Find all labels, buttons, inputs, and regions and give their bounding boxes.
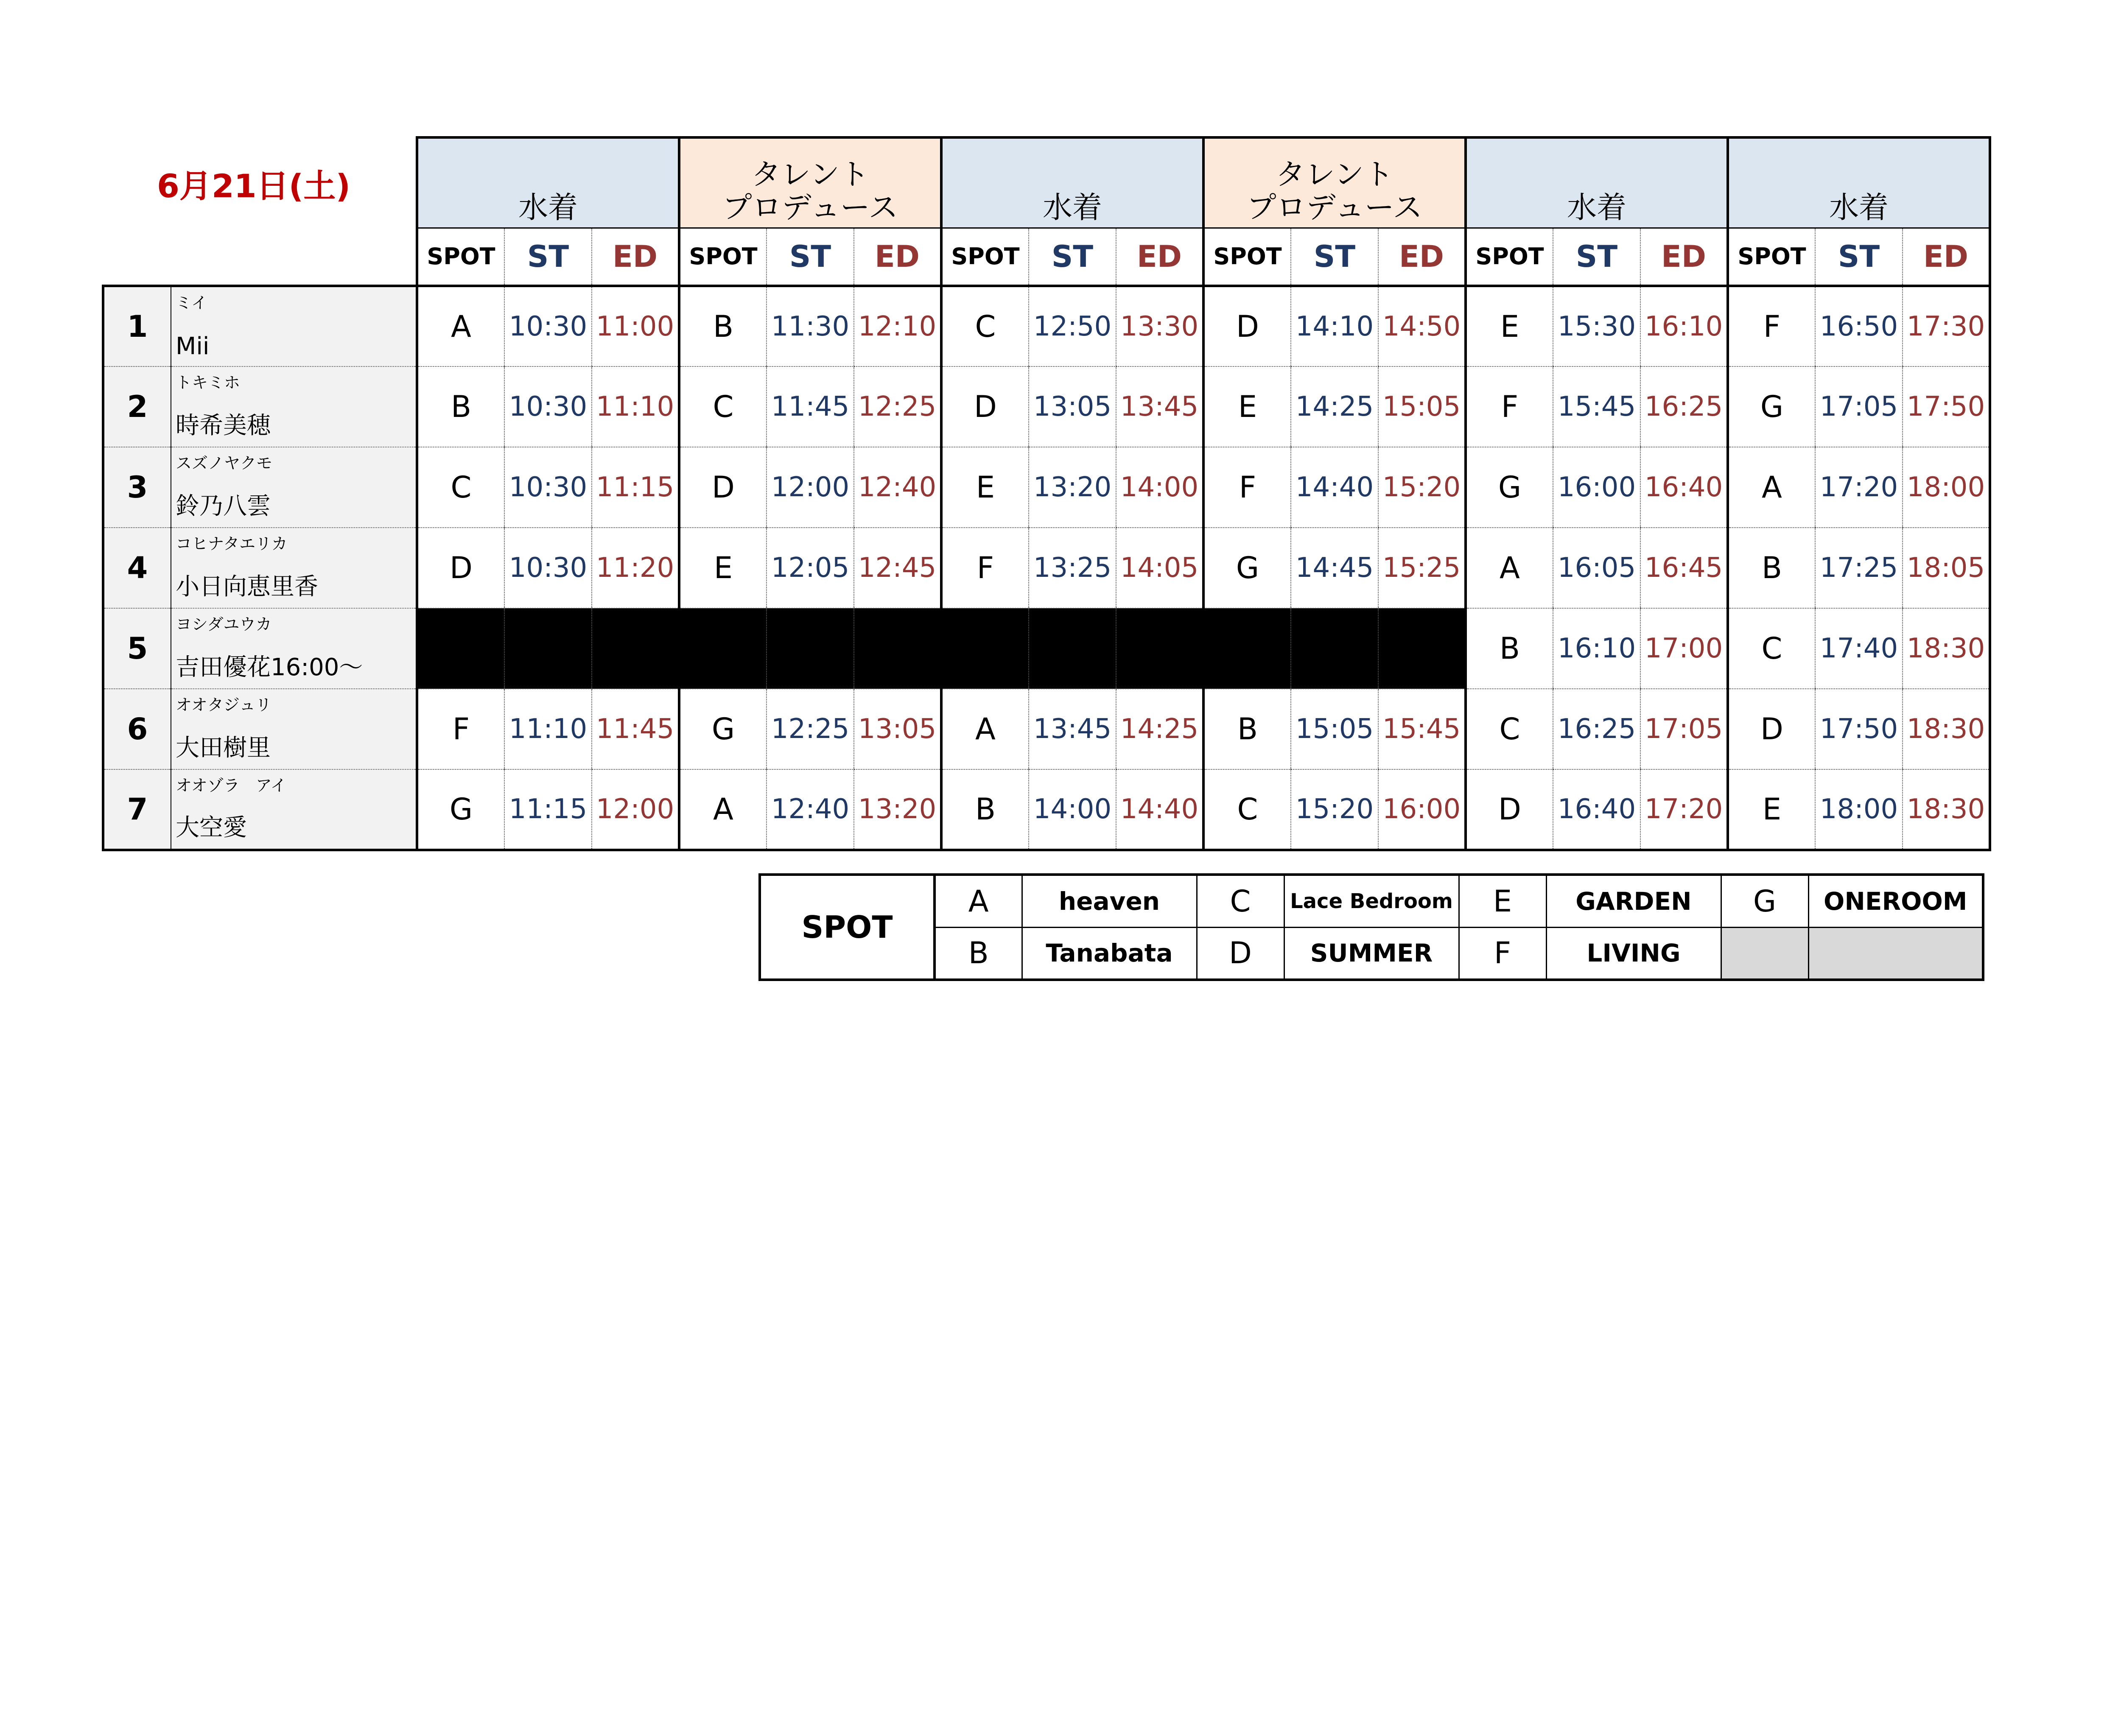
category-header: 水着 bbox=[1728, 137, 1990, 228]
session-st: 12:50 bbox=[1029, 286, 1116, 366]
session-st: 15:45 bbox=[1553, 366, 1640, 447]
session-spot: G bbox=[1728, 366, 1815, 447]
session-st: 15:20 bbox=[1291, 769, 1378, 850]
performer-name-cell bbox=[171, 286, 417, 366]
session-spot: D bbox=[679, 447, 767, 528]
column-header-ed: ED bbox=[592, 228, 679, 286]
legend-spot-name: SUMMER bbox=[1284, 927, 1459, 980]
session-ed: 11:10 bbox=[592, 366, 679, 447]
session-spot: C bbox=[1728, 608, 1815, 689]
session-st: 12:25 bbox=[767, 689, 854, 769]
session-spot: G bbox=[679, 689, 767, 769]
session-ed: 14:50 bbox=[1378, 286, 1466, 366]
column-header-spot: SPOT bbox=[417, 228, 504, 286]
performer-name-cell bbox=[171, 608, 417, 689]
session-st: 17:40 bbox=[1815, 608, 1903, 689]
session-spot: C bbox=[679, 366, 767, 447]
session-ed: 15:45 bbox=[1378, 689, 1466, 769]
session-spot: G bbox=[417, 769, 504, 850]
performer-kana: トキミホ bbox=[176, 373, 241, 392]
session-spot: B bbox=[1203, 689, 1291, 769]
session-spot: F bbox=[941, 528, 1029, 608]
session-st: 16:50 bbox=[1815, 286, 1903, 366]
session-st: 17:20 bbox=[1815, 447, 1903, 528]
legend-spot-name: Lace Bedroom bbox=[1284, 875, 1459, 927]
unavailable-cell bbox=[767, 608, 854, 689]
session-st: 10:30 bbox=[504, 366, 592, 447]
session-spot: F bbox=[417, 689, 504, 769]
session-ed: 14:00 bbox=[1116, 447, 1203, 528]
session-spot: D bbox=[417, 528, 504, 608]
session-st: 11:10 bbox=[504, 689, 592, 769]
session-spot: D bbox=[1203, 286, 1291, 366]
column-header-spot: SPOT bbox=[941, 228, 1029, 286]
performer-name-cell bbox=[171, 528, 417, 608]
unavailable-cell bbox=[504, 608, 592, 689]
performer-name: 時希美穂 bbox=[176, 412, 271, 439]
session-spot: B bbox=[679, 286, 767, 366]
row-number: 7 bbox=[103, 769, 171, 850]
session-spot: F bbox=[1203, 447, 1291, 528]
unavailable-cell bbox=[679, 608, 767, 689]
legend-spot-letter: C bbox=[1197, 875, 1284, 927]
row-number: 1 bbox=[103, 286, 171, 366]
table-row bbox=[103, 689, 1990, 769]
unavailable-cell bbox=[1291, 608, 1378, 689]
table-row bbox=[103, 769, 1990, 850]
performer-kana: スズノヤクモ bbox=[176, 454, 273, 472]
row-number: 2 bbox=[103, 366, 171, 447]
performer-name-cell bbox=[171, 769, 417, 850]
session-ed: 18:30 bbox=[1903, 689, 1990, 769]
performer-name: 小日向恵里香 bbox=[176, 573, 318, 601]
column-header-ed: ED bbox=[1116, 228, 1203, 286]
table-row bbox=[103, 608, 1990, 689]
session-spot: B bbox=[417, 366, 504, 447]
spot-legend bbox=[758, 873, 1984, 981]
session-st: 13:45 bbox=[1029, 689, 1116, 769]
session-spot: A bbox=[679, 769, 767, 850]
unavailable-cell bbox=[1116, 608, 1203, 689]
session-spot: E bbox=[1466, 286, 1553, 366]
session-spot: C bbox=[1466, 689, 1553, 769]
performer-kana: ミイ bbox=[176, 294, 207, 312]
performer-kana: コヒナタエリカ bbox=[176, 534, 288, 553]
session-st: 13:05 bbox=[1029, 366, 1116, 447]
table-row bbox=[103, 286, 1990, 366]
row-number: 3 bbox=[103, 447, 171, 528]
column-header-spot: SPOT bbox=[1466, 228, 1553, 286]
session-st: 17:05 bbox=[1815, 366, 1903, 447]
performer-name-cell bbox=[171, 689, 417, 769]
column-header-st: ST bbox=[1815, 228, 1903, 286]
legend-title: SPOT bbox=[760, 875, 935, 980]
session-spot: F bbox=[1728, 286, 1815, 366]
session-st: 13:20 bbox=[1029, 447, 1116, 528]
session-spot: D bbox=[1466, 769, 1553, 850]
session-st: 14:00 bbox=[1029, 769, 1116, 850]
legend-empty-cell bbox=[1721, 927, 1808, 980]
session-st: 11:45 bbox=[767, 366, 854, 447]
session-ed: 12:25 bbox=[854, 366, 941, 447]
table-row bbox=[103, 447, 1990, 528]
session-st: 14:25 bbox=[1291, 366, 1378, 447]
session-ed: 15:05 bbox=[1378, 366, 1466, 447]
category-header: 水着 bbox=[941, 137, 1203, 228]
session-st: 16:10 bbox=[1553, 608, 1640, 689]
session-ed: 11:15 bbox=[592, 447, 679, 528]
session-ed: 13:20 bbox=[854, 769, 941, 850]
session-ed: 17:50 bbox=[1903, 366, 1990, 447]
row-number: 5 bbox=[103, 608, 171, 689]
session-ed: 18:30 bbox=[1903, 769, 1990, 850]
category-header: タレント プロデュース bbox=[1203, 137, 1466, 228]
unavailable-cell bbox=[592, 608, 679, 689]
legend-spot-letter: A bbox=[935, 875, 1022, 927]
session-ed: 17:00 bbox=[1640, 608, 1728, 689]
session-ed: 16:45 bbox=[1640, 528, 1728, 608]
blank-header-cell bbox=[103, 137, 417, 286]
legend-spot-letter: B bbox=[935, 927, 1022, 980]
session-spot: F bbox=[1466, 366, 1553, 447]
performer-name: 吉田優花16:00〜 bbox=[176, 654, 363, 681]
performer-name: 大空愛 bbox=[176, 814, 247, 841]
performer-name: Mii bbox=[176, 333, 210, 360]
session-st: 14:40 bbox=[1291, 447, 1378, 528]
unavailable-cell bbox=[1029, 608, 1116, 689]
session-st: 12:40 bbox=[767, 769, 854, 850]
column-header-st: ST bbox=[1291, 228, 1378, 286]
session-st: 15:30 bbox=[1553, 286, 1640, 366]
legend-spot-letter: F bbox=[1459, 927, 1546, 980]
session-spot: D bbox=[941, 366, 1029, 447]
session-spot: C bbox=[1203, 769, 1291, 850]
column-header-ed: ED bbox=[1640, 228, 1728, 286]
performer-name-cell bbox=[171, 447, 417, 528]
session-spot: B bbox=[1728, 528, 1815, 608]
session-st: 11:15 bbox=[504, 769, 592, 850]
column-header-spot: SPOT bbox=[1728, 228, 1815, 286]
category-header: 水着 bbox=[1466, 137, 1728, 228]
performer-kana: ヨシダユウカ bbox=[176, 615, 272, 634]
session-st: 16:40 bbox=[1553, 769, 1640, 850]
session-ed: 12:00 bbox=[592, 769, 679, 850]
session-st: 10:30 bbox=[504, 286, 592, 366]
session-ed: 18:30 bbox=[1903, 608, 1990, 689]
session-ed: 12:45 bbox=[854, 528, 941, 608]
session-ed: 13:45 bbox=[1116, 366, 1203, 447]
row-number: 6 bbox=[103, 689, 171, 769]
unavailable-cell bbox=[941, 608, 1029, 689]
session-st: 16:05 bbox=[1553, 528, 1640, 608]
legend-spot-letter: D bbox=[1197, 927, 1284, 980]
session-st: 12:00 bbox=[767, 447, 854, 528]
legend-empty-cell bbox=[1808, 927, 1983, 980]
column-header-ed: ED bbox=[854, 228, 941, 286]
performer-name: 大田樹里 bbox=[176, 734, 271, 762]
performer-name: 鈴乃八雲 bbox=[176, 492, 271, 520]
unavailable-cell bbox=[1378, 608, 1466, 689]
session-ed: 11:45 bbox=[592, 689, 679, 769]
column-header-ed: ED bbox=[1378, 228, 1466, 286]
session-ed: 12:40 bbox=[854, 447, 941, 528]
session-spot: B bbox=[941, 769, 1029, 850]
session-ed: 16:40 bbox=[1640, 447, 1728, 528]
session-st: 12:05 bbox=[767, 528, 854, 608]
column-header-st: ST bbox=[1029, 228, 1116, 286]
column-header-spot: SPOT bbox=[1203, 228, 1291, 286]
performer-name-cell bbox=[171, 366, 417, 447]
session-ed: 11:00 bbox=[592, 286, 679, 366]
session-spot: G bbox=[1203, 528, 1291, 608]
session-ed: 13:30 bbox=[1116, 286, 1203, 366]
column-header-spot: SPOT bbox=[679, 228, 767, 286]
session-st: 18:00 bbox=[1815, 769, 1903, 850]
column-header-st: ST bbox=[504, 228, 592, 286]
legend-spot-name: LIVING bbox=[1546, 927, 1721, 980]
session-st: 17:25 bbox=[1815, 528, 1903, 608]
session-spot: C bbox=[417, 447, 504, 528]
session-spot: G bbox=[1466, 447, 1553, 528]
column-header-st: ST bbox=[1553, 228, 1640, 286]
session-ed: 12:10 bbox=[854, 286, 941, 366]
session-spot: B bbox=[1466, 608, 1553, 689]
session-ed: 14:05 bbox=[1116, 528, 1203, 608]
session-spot: E bbox=[1203, 366, 1291, 447]
table-row bbox=[103, 528, 1990, 608]
session-st: 16:00 bbox=[1553, 447, 1640, 528]
session-ed: 17:20 bbox=[1640, 769, 1728, 850]
row-number: 4 bbox=[103, 528, 171, 608]
unavailable-cell bbox=[1203, 608, 1291, 689]
unavailable-cell bbox=[417, 608, 504, 689]
session-ed: 13:05 bbox=[854, 689, 941, 769]
category-header: 水着 bbox=[417, 137, 679, 228]
session-spot: A bbox=[1466, 528, 1553, 608]
session-st: 14:45 bbox=[1291, 528, 1378, 608]
legend-spot-name: Tanabata bbox=[1022, 927, 1197, 980]
session-ed: 16:00 bbox=[1378, 769, 1466, 850]
session-ed: 15:20 bbox=[1378, 447, 1466, 528]
legend-spot-letter: G bbox=[1721, 875, 1808, 927]
category-header: タレント プロデュース bbox=[679, 137, 941, 228]
session-st: 10:30 bbox=[504, 528, 592, 608]
session-st: 10:30 bbox=[504, 447, 592, 528]
session-st: 14:10 bbox=[1291, 286, 1378, 366]
legend-spot-name: heaven bbox=[1022, 875, 1197, 927]
performer-kana: オオゾラ アイ bbox=[176, 776, 287, 795]
session-ed: 17:30 bbox=[1903, 286, 1990, 366]
session-st: 17:50 bbox=[1815, 689, 1903, 769]
schedule-date: 6月21日(土) bbox=[157, 167, 351, 205]
session-st: 13:25 bbox=[1029, 528, 1116, 608]
legend-spot-name: GARDEN bbox=[1546, 875, 1721, 927]
legend-spot-letter: E bbox=[1459, 875, 1546, 927]
session-st: 15:05 bbox=[1291, 689, 1378, 769]
session-ed: 11:20 bbox=[592, 528, 679, 608]
legend-spot-name: ONEROOM bbox=[1808, 875, 1983, 927]
session-st: 11:30 bbox=[767, 286, 854, 366]
session-ed: 15:25 bbox=[1378, 528, 1466, 608]
session-spot: A bbox=[417, 286, 504, 366]
session-ed: 16:10 bbox=[1640, 286, 1728, 366]
session-ed: 18:05 bbox=[1903, 528, 1990, 608]
session-ed: 14:25 bbox=[1116, 689, 1203, 769]
schedule-table bbox=[102, 136, 1991, 851]
session-spot: A bbox=[941, 689, 1029, 769]
session-spot: C bbox=[941, 286, 1029, 366]
table-row bbox=[103, 366, 1990, 447]
column-header-st: ST bbox=[767, 228, 854, 286]
session-ed: 18:00 bbox=[1903, 447, 1990, 528]
session-spot: A bbox=[1728, 447, 1815, 528]
session-ed: 17:05 bbox=[1640, 689, 1728, 769]
session-spot: E bbox=[1728, 769, 1815, 850]
performer-kana: オオタジュリ bbox=[176, 696, 272, 714]
session-st: 16:25 bbox=[1553, 689, 1640, 769]
session-ed: 16:25 bbox=[1640, 366, 1728, 447]
session-spot: E bbox=[679, 528, 767, 608]
session-spot: E bbox=[941, 447, 1029, 528]
session-spot: D bbox=[1728, 689, 1815, 769]
column-header-ed: ED bbox=[1903, 228, 1990, 286]
session-ed: 14:40 bbox=[1116, 769, 1203, 850]
unavailable-cell bbox=[854, 608, 941, 689]
